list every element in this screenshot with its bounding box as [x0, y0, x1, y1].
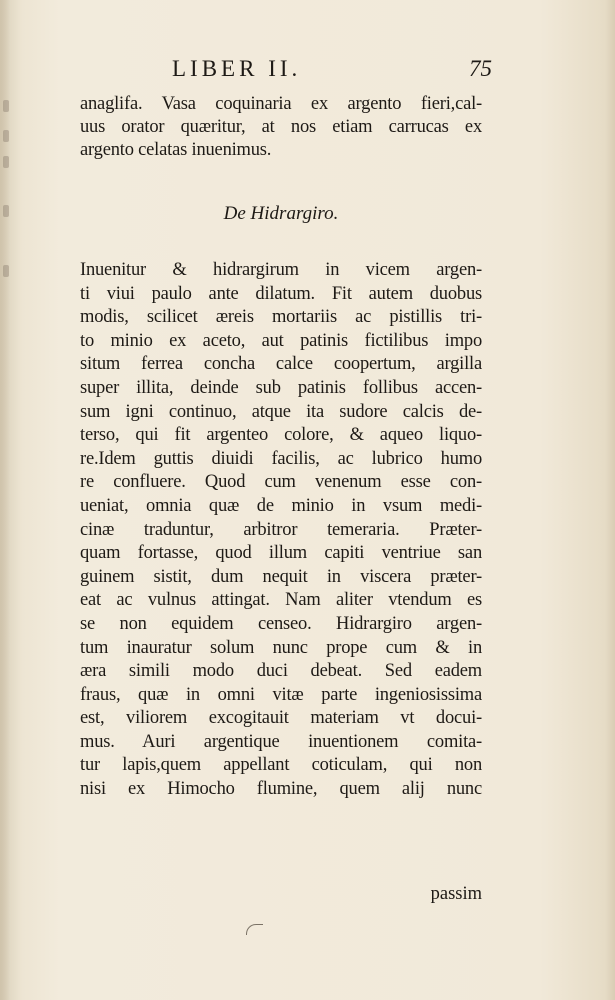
- text-line: sum igni continuo, atque ita sudore calcis de-: [80, 401, 482, 422]
- intro-paragraph: [80, 93, 482, 162]
- text-line: uus orator quæritur, at nos etiam carrucas ex: [80, 117, 482, 137]
- text-line: mus. Auri argentique inuentionem comita-: [80, 731, 482, 752]
- text-line: modis, scilicet æreis mortariis ac pistillis tri-: [80, 307, 482, 328]
- text-line: est, viliorem excogitauit materiam vt docui-: [80, 708, 482, 729]
- text-line: nisi ex Himocho flumine, quem alij nunc: [80, 779, 482, 800]
- text-line: ueniat, omnia quæ de minio in vsum medi-: [80, 495, 482, 516]
- text-line: anaglifa. Vasa coquinaria ex argento fieri,cal-: [80, 94, 482, 114]
- text-line: to minio ex aceto, aut patinis fictilibus impo: [80, 330, 482, 351]
- page-header: [172, 56, 492, 92]
- text-line: eat ac vulnus attingat. Nam aliter vtendum es: [80, 590, 482, 611]
- text-line: terso, qui fit argenteo colore, & aqueo liquo-: [80, 425, 482, 446]
- text-line: quam fortasse, quod illum capiti ventriue san: [80, 543, 482, 564]
- text-line: Inuenitur & hidrargirum in vicem argen-: [80, 260, 482, 280]
- page-gutter-shadow: [0, 0, 10, 1000]
- text-line: ti viui paulo ante dilatum. Fit autem duobus: [80, 283, 482, 304]
- ink-bleed-mark: [3, 205, 9, 217]
- text-line: argento celatas inuenimus.: [80, 140, 272, 160]
- body-paragraph: [80, 259, 482, 802]
- text-line: fraus, quæ in omni vitæ parte ingeniosissima: [80, 684, 482, 705]
- text-line: tum inauratur solum nunc prope cum & in: [80, 637, 482, 658]
- text-line: cinæ traduntur, arbitror temeraria. Præter-: [80, 519, 482, 540]
- text-line: situm ferrea concha calce coopertum, argilla: [80, 354, 482, 375]
- ink-bleed-mark: [3, 130, 9, 142]
- ink-bleed-mark: [3, 156, 9, 168]
- text-line: tur lapis,quem appellant coticulam, qui non: [80, 755, 482, 776]
- text-line: æra simili modo duci debeat. Sed eadem: [80, 661, 482, 682]
- section-title: De Hidrargiro.: [223, 203, 339, 224]
- text-line: super illita, deinde sub patinis follibus accen-: [80, 377, 482, 398]
- signature-mark: [246, 924, 263, 935]
- running-head: LIBER II.: [172, 56, 302, 81]
- text-line: se non equidem censeo. Hidrargiro argen-: [80, 613, 482, 634]
- page-number: 75: [469, 56, 492, 81]
- text-line: re confluere. Quod cum venenum esse con-: [80, 472, 482, 493]
- catchword: passim: [430, 884, 482, 904]
- ink-bleed-mark: [3, 265, 9, 277]
- text-line: re.Idem guttis diuidi facilis, ac lubrico humo: [80, 448, 482, 469]
- text-line: guinem sistit, dum nequit in viscera præter-: [80, 566, 482, 587]
- ink-bleed-mark: [3, 100, 9, 112]
